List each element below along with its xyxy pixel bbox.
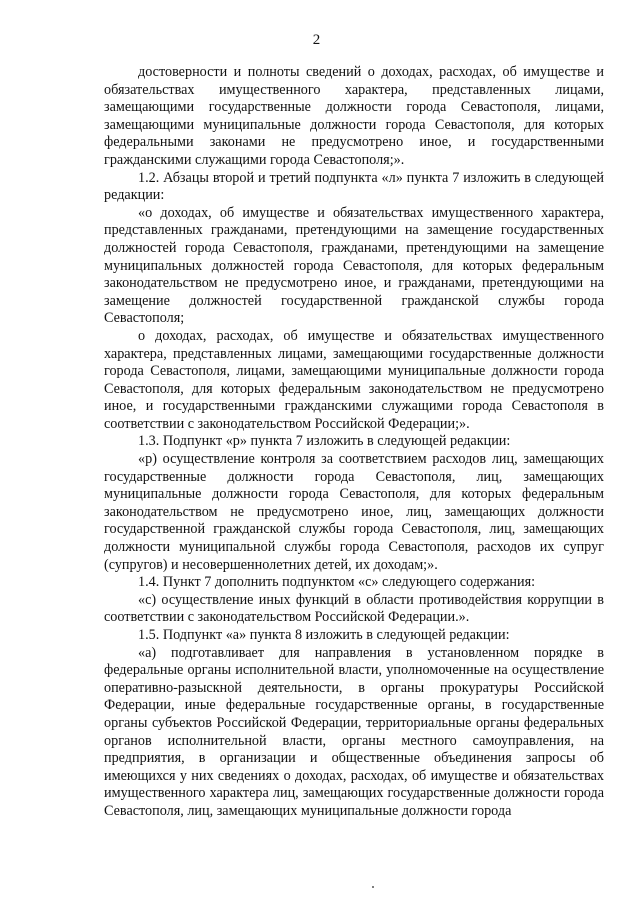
paragraph: «р) осуществление контроля за соответствием расходов лиц, замещающих государственные должности города Севастополя, лиц, замещающих муниципальные должности города Севастополя, для которых федеральным законодательством не предусмотрено иное, лиц, замещающих должности государственной гражданской службы города Севастополя, лиц, замещающих должности муниципальной службы города Севастополя, расходов их супруг (супругов) и несовершеннолетних детей, их доходам;». [104, 451, 604, 573]
paragraph: 1.4. Пункт 7 дополнить подпунктом «с» следующего содержания: [138, 574, 536, 591]
paragraph: «а) подготавливает для направления в установленном порядке в федеральные органы исполнительной власти, уполномоченные на осуществление оперативно-разыскной деятельности, в органы прокуратуры Российской Федерации, иные федеральные государственные органы, в государственные органы субъектов Российской Федерации, территориальные органы федеральных органов исполнительной власти, органы местного самоуправления, на предприятия, в организации и общественные объединения запросы об имеющихся у них сведениях о доходах, расходах, об имуществе и обязательствах имущественного характера лиц, замещающих государственные должности города Севастополя, лиц, замещающих муниципальные должности города [104, 644, 604, 819]
page-number: 2 [312, 32, 321, 48]
paragraph: 1.3. Подпункт «р» пункта 7 изложить в следующей редакции: [138, 433, 511, 450]
paragraph: 1.5. Подпункт «а» пункта 8 изложить в следующей редакции: [138, 627, 510, 643]
paragraph: «с) осуществление иных функций в области противодействия коррупции в соответствии с законодательством Российской Федерации.». [104, 591, 604, 626]
document-body [104, 64, 604, 821]
paragraph: «о доходах, об имуществе и обязательствах имущественного характера, представленных гражданами, претендующими на замещение государственных должностей города Севастополя, гражданами, претендующими на замещение муниципальных должностей города Севастополя, для которых федеральным законодательством не предусмотрено иное, и гражданами, претендующими на замещение должностей государственной гражданской службы города Севастополя; [104, 204, 604, 327]
paragraph: о доходах, расходах, об имуществе и обязательствах имущественного характера, представленных лицами, замещающими государственные должности города Севастополя, лицами, замещающими муниципальные должности города Севастополя, для которых федеральным законодательством не предусмотрено иное, и государственными гражданскими служащими города Севастополя в соответствии с законодательством Российской Федерации;». [104, 327, 604, 432]
scan-speck [372, 886, 374, 888]
paragraph: достоверности и полноты сведений о доходах, расходах, об имуществе и обязательствах имущественного характера, представленных лицами, замещающими государственные должности города Севастополя, лицами, замещающими муниципальные должности города Севастополя, для которых федеральными законами не предусмотрено иное, и государственными гражданскими служащими города Севастополя;». [104, 64, 604, 168]
paragraph: 1.2. Абзацы второй и третий подпункта «л» пункта 7 изложить в следующей редакции: [104, 169, 604, 204]
